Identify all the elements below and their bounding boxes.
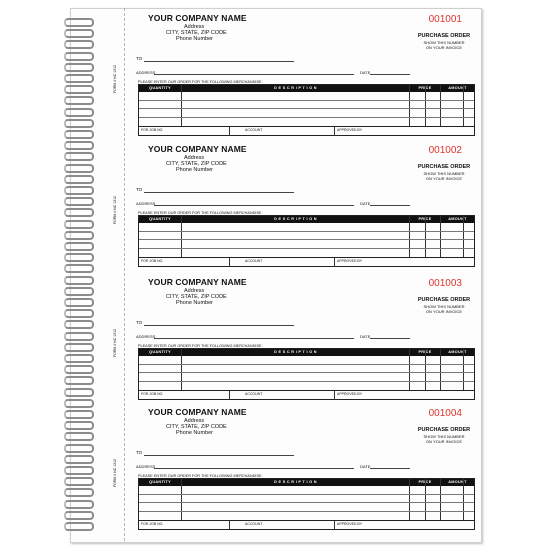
table-footer: [139, 126, 474, 136]
binding-ring: [64, 320, 94, 329]
to-label: TO: [136, 450, 143, 455]
purchase-order-form: [113, 142, 478, 270]
order-instruction: PLEASE ENTER OUR ORDER FOR THE FOLLOWING MERCHANDISE: [138, 474, 262, 478]
binding-ring: [64, 298, 94, 307]
quantity-header: QUANTITY: [139, 85, 181, 92]
binding-ring: [64, 242, 94, 251]
address-field[interactable]: [154, 338, 354, 339]
company-phone: Phone Number: [176, 167, 213, 173]
company-name: YOUR COMPANY NAME: [148, 407, 247, 417]
binding-ring: [64, 220, 94, 229]
column-divider: [425, 479, 426, 520]
binding-ring: [64, 152, 94, 161]
footer-divider: [334, 258, 335, 267]
company-phone: Phone Number: [176, 36, 213, 42]
address-field[interactable]: [154, 468, 354, 469]
po-title: PURCHASE ORDER: [417, 427, 471, 433]
company-name: YOUR COMPANY NAME: [148, 144, 247, 154]
binding-ring: [64, 164, 94, 173]
amount-header: AMOUNT: [441, 216, 474, 223]
date-label: DATE: [360, 334, 371, 339]
footer-divider: [229, 258, 230, 267]
date-label: DATE: [360, 201, 371, 206]
approved-by-label: APPROVED BY: [337, 259, 363, 263]
order-table: [138, 84, 475, 136]
binding-ring: [64, 444, 94, 453]
to-label: TO: [136, 56, 143, 61]
approved-by-label: APPROVED BY: [337, 392, 363, 396]
purchase-order-form: [113, 275, 478, 403]
table-row-line: [139, 502, 474, 503]
binding-ring: [64, 231, 94, 240]
table-row-line: [139, 108, 474, 109]
date-label: DATE: [360, 70, 371, 75]
column-divider: [425, 349, 426, 390]
binding-ring: [64, 197, 94, 206]
table-row-line: [139, 372, 474, 373]
form-code: FORM # NC 1312: [113, 195, 117, 224]
binding-ring: [64, 522, 94, 531]
address-field[interactable]: [154, 74, 354, 75]
binding-ring: [64, 511, 94, 520]
description-header: D E S C R I P T I O N: [182, 85, 409, 92]
price-header: PRICE: [410, 349, 440, 356]
binding-ring: [64, 74, 94, 83]
table-footer: [139, 390, 474, 400]
column-divider: [440, 349, 441, 390]
column-divider: [409, 216, 410, 257]
table-row-line: [139, 117, 474, 118]
to-field[interactable]: [144, 325, 294, 326]
po-note-show: SHOW THIS NUMBER: [423, 304, 465, 309]
binding-ring: [64, 287, 94, 296]
binding-ring: [64, 421, 94, 430]
order-instruction: PLEASE ENTER OUR ORDER FOR THE FOLLOWING MERCHANDISE: [138, 211, 262, 215]
account-label: ACCOUNT: [245, 128, 263, 132]
po-note-show: SHOW THIS NUMBER: [423, 40, 465, 45]
approved-by-label: APPROVED BY: [337, 128, 363, 132]
company-city-state-zip: CITY, STATE, ZIP CODE: [166, 294, 227, 300]
purchase-order-form: [113, 11, 478, 139]
binding-ring: [64, 175, 94, 184]
table-row-line: [139, 381, 474, 382]
address-label: ADDRESS: [136, 334, 156, 339]
company-phone: Phone Number: [176, 300, 213, 306]
account-label: ACCOUNT: [245, 522, 263, 526]
purchase-order-form: [113, 405, 478, 533]
perforation-line: [124, 8, 125, 541]
column-divider: [440, 85, 441, 126]
company-address: Address: [184, 155, 205, 161]
column-divider: [463, 349, 464, 390]
amount-header: AMOUNT: [441, 85, 474, 92]
binding-ring: [64, 130, 94, 139]
binding-ring: [64, 141, 94, 150]
footer-divider: [229, 391, 230, 400]
binding-ring: [64, 63, 94, 72]
date-label: DATE: [360, 464, 371, 469]
binding-ring: [64, 354, 94, 363]
description-header: D E S C R I P T I O N: [182, 216, 409, 223]
address-label: ADDRESS: [136, 464, 156, 469]
binding-ring: [64, 466, 94, 475]
column-divider: [409, 85, 410, 126]
binding-ring: [64, 332, 94, 341]
column-divider: [463, 216, 464, 257]
price-header: PRICE: [410, 216, 440, 223]
date-field[interactable]: [370, 74, 410, 75]
column-divider: [425, 85, 426, 126]
po-note-invoice: ON YOUR INVOICE: [425, 176, 463, 181]
po-note-invoice: ON YOUR INVOICE: [425, 439, 463, 444]
po-title: PURCHASE ORDER: [417, 33, 471, 39]
date-field[interactable]: [370, 468, 410, 469]
binding-ring: [64, 276, 94, 285]
binding-ring: [64, 29, 94, 38]
approved-by-label: APPROVED BY: [337, 522, 363, 526]
company-city-state-zip: CITY, STATE, ZIP CODE: [166, 161, 227, 167]
company-city-state-zip: CITY, STATE, ZIP CODE: [166, 424, 227, 430]
binding-ring: [64, 410, 94, 419]
table-row-line: [139, 511, 474, 512]
table-row-line: [139, 364, 474, 365]
binding-ring: [64, 85, 94, 94]
company-city-state-zip: CITY, STATE, ZIP CODE: [166, 30, 227, 36]
po-number: 001002: [428, 145, 462, 156]
table-footer: [139, 257, 474, 267]
account-label: ACCOUNT: [245, 259, 263, 263]
form-code: FORM # NC 1312: [113, 328, 117, 357]
binding-ring: [64, 477, 94, 486]
company-name: YOUR COMPANY NAME: [148, 277, 247, 287]
binding-ring: [64, 40, 94, 49]
description-header: D E S C R I P T I O N: [182, 349, 409, 356]
order-instruction: PLEASE ENTER OUR ORDER FOR THE FOLLOWING MERCHANDISE: [138, 344, 262, 348]
table-row-line: [139, 231, 474, 232]
amount-header: AMOUNT: [441, 479, 474, 486]
binding-ring: [64, 432, 94, 441]
job-no-label: FOR JOB NO.: [141, 259, 164, 263]
column-divider: [425, 216, 426, 257]
price-header: PRICE: [410, 479, 440, 486]
quantity-header: QUANTITY: [139, 349, 181, 356]
binding-ring: [64, 186, 94, 195]
table-row-line: [139, 239, 474, 240]
po-number: 001001: [428, 14, 462, 25]
binding-ring: [64, 399, 94, 408]
binding-ring: [64, 488, 94, 497]
table-row-line: [139, 494, 474, 495]
po-title: PURCHASE ORDER: [417, 164, 471, 170]
table-row-line: [139, 100, 474, 101]
column-divider: [181, 216, 182, 257]
binding-ring: [64, 500, 94, 509]
binding-ring: [64, 253, 94, 262]
job-no-label: FOR JOB NO.: [141, 392, 164, 396]
po-number: 001003: [428, 278, 462, 289]
binding-ring: [64, 309, 94, 318]
binding-ring: [64, 455, 94, 464]
column-divider: [409, 479, 410, 520]
binding-ring: [64, 119, 94, 128]
column-divider: [440, 216, 441, 257]
po-title: PURCHASE ORDER: [417, 297, 471, 303]
po-note-show: SHOW THIS NUMBER: [423, 434, 465, 439]
binding-ring: [64, 343, 94, 352]
spiral-binding: [72, 8, 82, 541]
binding-ring: [64, 208, 94, 217]
company-address: Address: [184, 288, 205, 294]
address-field[interactable]: [154, 205, 354, 206]
column-divider: [181, 479, 182, 520]
table-row-line: [139, 248, 474, 249]
binding-ring: [64, 388, 94, 397]
address-label: ADDRESS: [136, 70, 156, 75]
footer-divider: [229, 521, 230, 530]
description-header: D E S C R I P T I O N: [182, 479, 409, 486]
company-name: YOUR COMPANY NAME: [148, 13, 247, 23]
binding-ring: [64, 264, 94, 273]
footer-divider: [334, 391, 335, 400]
order-table: [138, 348, 475, 400]
po-number: 001004: [428, 408, 462, 419]
company-phone: Phone Number: [176, 430, 213, 436]
account-label: ACCOUNT: [245, 392, 263, 396]
footer-divider: [334, 127, 335, 136]
to-label: TO: [136, 187, 143, 192]
form-code: FORM # NC 1312: [113, 458, 117, 487]
date-field[interactable]: [370, 338, 410, 339]
po-note-show: SHOW THIS NUMBER: [423, 171, 465, 176]
to-field[interactable]: [144, 192, 294, 193]
binding-ring: [64, 108, 94, 117]
to-label: TO: [136, 320, 143, 325]
binding-ring: [64, 376, 94, 385]
company-address: Address: [184, 24, 205, 30]
price-header: PRICE: [410, 85, 440, 92]
to-field[interactable]: [144, 455, 294, 456]
column-divider: [181, 349, 182, 390]
amount-header: AMOUNT: [441, 349, 474, 356]
column-divider: [463, 85, 464, 126]
to-field[interactable]: [144, 61, 294, 62]
order-instruction: PLEASE ENTER OUR ORDER FOR THE FOLLOWING MERCHANDISE: [138, 80, 262, 84]
column-divider: [409, 349, 410, 390]
order-table: [138, 215, 475, 267]
company-address: Address: [184, 418, 205, 424]
po-note-invoice: ON YOUR INVOICE: [425, 45, 463, 50]
job-no-label: FOR JOB NO.: [141, 128, 164, 132]
binding-ring: [64, 18, 94, 27]
column-divider: [440, 479, 441, 520]
footer-divider: [334, 521, 335, 530]
quantity-header: QUANTITY: [139, 216, 181, 223]
column-divider: [181, 85, 182, 126]
po-note-invoice: ON YOUR INVOICE: [425, 309, 463, 314]
job-no-label: FOR JOB NO.: [141, 522, 164, 526]
form-code: FORM # NC 1312: [113, 64, 117, 93]
date-field[interactable]: [370, 205, 410, 206]
footer-divider: [229, 127, 230, 136]
quantity-header: QUANTITY: [139, 479, 181, 486]
binding-ring: [64, 365, 94, 374]
address-label: ADDRESS: [136, 201, 156, 206]
order-table: [138, 478, 475, 530]
table-footer: [139, 520, 474, 530]
binding-ring: [64, 96, 94, 105]
binding-ring: [64, 52, 94, 61]
column-divider: [463, 479, 464, 520]
